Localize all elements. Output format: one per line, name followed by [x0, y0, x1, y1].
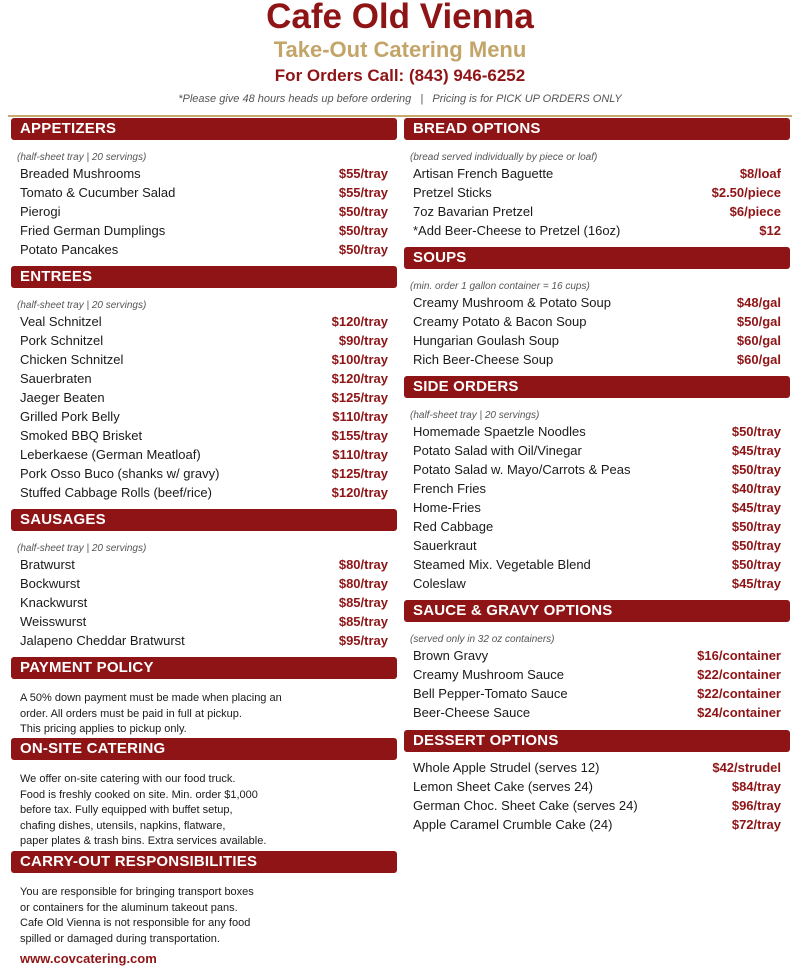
menu-item-price: $50/tray — [731, 538, 781, 553]
menu-item-price: $110/tray — [332, 447, 388, 462]
menu-item-name: Rich Beer-Cheese Soup — [413, 352, 554, 367]
menu-item-name: Potato Salad with Oil/Vinegar — [413, 443, 582, 458]
section-banner-bread-options: BREAD OPTIONS — [404, 118, 790, 140]
menu-item — [11, 407, 397, 426]
onsite-catering-section — [11, 738, 397, 850]
menu-item — [11, 388, 397, 407]
menu-items-list — [404, 646, 790, 722]
menu-item-price: $2.50/piece — [711, 185, 781, 200]
menu-item-name: Potato Pancakes — [20, 242, 119, 257]
menu-item — [404, 460, 790, 479]
menu-item — [404, 703, 790, 722]
menu-item-price: $110/tray — [332, 409, 388, 424]
section-banner-sausages: SAUSAGES — [11, 509, 397, 531]
carryout-line: You are responsible for bringing transport boxes — [20, 886, 254, 898]
onsite-line: before tax. Fully equipped with buffet setup, — [20, 804, 233, 816]
order-phone: For Orders Call: (843) 946-6252 — [274, 66, 526, 85]
menu-header — [0, 0, 800, 116]
menu-items-list — [11, 164, 397, 259]
payment-line: A 50% down payment must be made when placing an — [20, 692, 282, 704]
menu-items-list — [404, 758, 790, 834]
menu-item — [404, 498, 790, 517]
menu-item-name: Lemon Sheet Cake (serves 24) — [413, 779, 593, 794]
carryout-section — [11, 851, 397, 947]
menu-item-price: $50/tray — [731, 424, 781, 439]
menu-item-name: Apple Caramel Crumble Cake (24) — [413, 817, 613, 832]
carryout-line: spilled or damaged during transportation. — [20, 932, 220, 945]
menu-item-name: Veal Schnitzel — [20, 314, 102, 329]
menu-item-name: Pork Osso Buco (shanks w/ gravy) — [20, 466, 220, 481]
menu-item-name: 7oz Bavarian Pretzel — [413, 204, 533, 219]
menu-item — [404, 293, 790, 312]
section-banner-appetizers: APPETIZERS — [11, 118, 397, 140]
menu-item-name: Knackwurst — [20, 595, 88, 610]
menu-item — [404, 574, 790, 593]
menu-item-name: Beer-Cheese Sauce — [413, 705, 531, 720]
menu-item — [404, 312, 790, 331]
onsite-catering-text — [11, 772, 397, 850]
menu-item-price: $16/container — [697, 648, 781, 663]
carryout-line: Cafe Old Vienna is not responsible for any food — [20, 917, 251, 929]
menu-item-price: $22/container — [697, 667, 781, 682]
menu-item-name: Potato Salad w. Mayo/Carrots & Peas — [413, 462, 631, 477]
menu-item — [11, 164, 397, 183]
menu-items-list — [404, 422, 790, 593]
menu-item-name: Bockwurst — [20, 576, 80, 591]
section-note: (served only in 32 oz containers) — [410, 634, 555, 645]
carryout-line: or containers for the aluminum takeout pans. — [20, 901, 238, 914]
menu-item — [404, 221, 790, 240]
menu-item-price: $80/tray — [338, 576, 388, 591]
menu-item-price: $84/tray — [731, 779, 781, 794]
menu-item-price: $50/tray — [731, 462, 781, 477]
bread-options-section — [404, 118, 790, 240]
menu-item — [11, 555, 397, 574]
menu-item-name: Homemade Spaetzle Noodles — [413, 424, 586, 439]
menu-item — [404, 536, 790, 555]
menu-item-name: Sauerbraten — [20, 371, 92, 386]
menu-item — [404, 555, 790, 574]
menu-item-price: $155/tray — [331, 428, 388, 443]
menu-items-list — [404, 164, 790, 240]
menu-item-name: Brown Gravy — [413, 648, 489, 663]
payment-policy-section — [11, 657, 397, 738]
menu-item-price: $22/container — [697, 686, 781, 701]
menu-item — [404, 441, 790, 460]
menu-item — [11, 202, 397, 221]
menu-item-price: $50/tray — [731, 557, 781, 572]
menu-item-price: $85/tray — [338, 614, 388, 629]
ordering-notice: *Please give 48 hours heads up before ordering | Pricing is for PICK UP ORDERS ONLY — [178, 93, 622, 105]
menu-item — [11, 612, 397, 631]
menu-item-name: German Choc. Sheet Cake (serves 24) — [413, 798, 638, 813]
menu-item-price: $85/tray — [338, 595, 388, 610]
menu-item — [11, 426, 397, 445]
dessert-options-section — [404, 730, 790, 834]
menu-item-price: $125/tray — [331, 390, 388, 405]
section-note: (half-sheet tray | 20 servings) — [17, 152, 147, 163]
menu-item-price: $48/gal — [736, 295, 781, 310]
sauce-gravy-section — [404, 600, 790, 722]
header-divider — [8, 115, 792, 117]
menu-item-price: $45/tray — [731, 576, 781, 591]
menu-item-price: $45/tray — [731, 443, 781, 458]
menu-item-price: $40/tray — [731, 481, 781, 496]
menu-item-price: $50/tray — [338, 223, 388, 238]
menu-item-price: $50/tray — [338, 242, 388, 257]
menu-item — [11, 445, 397, 464]
menu-item-price: $12 — [759, 223, 781, 238]
menu-item-name: Fried German Dumplings — [20, 223, 166, 238]
menu-item-name: Jalapeno Cheddar Bratwurst — [20, 633, 185, 648]
menu-item-name: Pierogi — [20, 204, 61, 219]
menu-item-price: $42/strudel — [712, 760, 781, 775]
menu-item — [11, 369, 397, 388]
menu-item — [404, 646, 790, 665]
menu-item-name: Grilled Pork Belly — [20, 409, 120, 424]
menu-item-name: Leberkaese (German Meatloaf) — [20, 447, 201, 462]
menu-items-list — [11, 555, 397, 650]
carryout-text — [11, 885, 397, 947]
section-banner-onsite-catering: ON-SITE CATERING — [11, 738, 397, 760]
menu-item-price: $50/tray — [731, 519, 781, 534]
section-note: (bread served individually by piece or loaf) — [410, 152, 598, 163]
menu-item-price: $55/tray — [338, 185, 388, 200]
menu-item-name: Creamy Potato & Bacon Soup — [413, 314, 587, 329]
menu-item-name: Pretzel Sticks — [413, 185, 492, 200]
menu-item-name: Jaeger Beaten — [20, 390, 105, 405]
menu-item-price: $8/loaf — [739, 166, 781, 181]
entrees-section — [11, 266, 397, 502]
section-banner-sauce-gravy: SAUCE & GRAVY OPTIONS — [404, 600, 790, 622]
section-note: (half-sheet tray | 20 servings) — [17, 300, 147, 311]
menu-item-price: $120/tray — [331, 485, 388, 500]
menu-item-price: $6/piece — [729, 204, 781, 219]
onsite-line: chafing dishes, utensils, napkins, flatware, — [20, 819, 226, 832]
menu-item-name: French Fries — [413, 481, 486, 496]
menu-item — [404, 202, 790, 221]
section-banner-dessert-options: DESSERT OPTIONS — [404, 730, 790, 752]
menu-item-name: Bell Pepper-Tomato Sauce — [413, 686, 568, 701]
menu-item-name: Pork Schnitzel — [20, 333, 104, 348]
menu-items-list — [11, 312, 397, 502]
menu-item-price: $50/tray — [338, 204, 388, 219]
menu-item-price: $95/tray — [338, 633, 388, 648]
menu-item-price: $24/container — [697, 705, 781, 720]
menu-item — [404, 777, 790, 796]
menu-item-name: Creamy Mushroom Sauce — [413, 667, 564, 682]
menu-item-price: $45/tray — [731, 500, 781, 515]
section-banner-side-orders: SIDE ORDERS — [404, 376, 790, 398]
menu-item-price: $55/tray — [338, 166, 388, 181]
appetizers-section — [11, 118, 397, 259]
soups-section — [404, 247, 790, 369]
menu-item-name: Bratwurst — [20, 557, 75, 572]
onsite-line: Food is freshly cooked on site. Min. order $1,000 — [20, 788, 258, 801]
menu-item-name: Smoked BBQ Brisket — [20, 428, 143, 443]
menu-item-name: *Add Beer-Cheese to Pretzel (16oz) — [413, 223, 621, 238]
menu-item-name: Red Cabbage — [413, 519, 494, 534]
side-orders-section — [404, 376, 790, 593]
menu-item-price: $60/gal — [736, 352, 781, 367]
menu-item-name: Hungarian Goulash Soup — [413, 333, 559, 348]
menu-item — [11, 221, 397, 240]
menu-item-name: Breaded Mushrooms — [20, 166, 141, 181]
menu-item-price: $50/gal — [736, 314, 781, 329]
sausages-section — [11, 509, 397, 650]
onsite-line: paper plates & trash bins. Extra services available. — [20, 835, 267, 847]
menu-item — [404, 758, 790, 777]
menu-item-name: Stuffed Cabbage Rolls (beef/rice) — [20, 485, 212, 500]
menu-item — [11, 574, 397, 593]
menu-item — [404, 164, 790, 183]
menu-item-name: Artisan French Baguette — [413, 166, 554, 181]
menu-item-price: $80/tray — [338, 557, 388, 572]
menu-item — [404, 665, 790, 684]
menu-item — [11, 593, 397, 612]
menu-item-name: Chicken Schnitzel — [20, 352, 124, 367]
menu-item — [404, 331, 790, 350]
menu-item — [404, 796, 790, 815]
website-link[interactable]: www.covcatering.com — [20, 951, 157, 966]
section-note: (half-sheet tray | 20 servings) — [410, 410, 540, 421]
menu-item-name: Whole Apple Strudel (serves 12) — [413, 760, 600, 775]
menu-item — [11, 483, 397, 502]
menu-item-price: $120/tray — [331, 371, 388, 386]
menu-item — [404, 517, 790, 536]
menu-item-price: $120/tray — [331, 314, 388, 329]
menu-item — [404, 350, 790, 369]
payment-line: This pricing applies to pickup only. — [20, 723, 187, 735]
menu-items-list — [404, 293, 790, 369]
section-banner-carryout: CARRY-OUT RESPONSIBILITIES — [11, 851, 397, 873]
menu-item-price: $100/tray — [331, 352, 388, 367]
menu-subtitle: Take-Out Catering Menu — [273, 37, 527, 62]
menu-item-name: Home-Fries — [413, 500, 481, 515]
section-banner-soups: SOUPS — [404, 247, 790, 269]
menu-item — [404, 422, 790, 441]
menu-item — [404, 479, 790, 498]
menu-item-name: Weisswurst — [20, 614, 87, 629]
menu-item — [11, 331, 397, 350]
menu-item — [11, 183, 397, 202]
menu-item-name: Creamy Mushroom & Potato Soup — [413, 295, 611, 310]
menu-item — [404, 183, 790, 202]
menu-item-name: Tomato & Cucumber Salad — [20, 185, 176, 200]
section-banner-payment-policy: PAYMENT POLICY — [11, 657, 397, 679]
menu-item-name: Coleslaw — [413, 576, 466, 591]
menu-item — [404, 684, 790, 703]
onsite-line: We offer on-site catering with our food truck. — [20, 773, 236, 785]
menu-item — [11, 631, 397, 650]
menu-item — [404, 815, 790, 834]
menu-item — [11, 312, 397, 331]
menu-item-price: $125/tray — [331, 466, 388, 481]
menu-item-name: Sauerkraut — [413, 538, 477, 553]
payment-line: order. All orders must be paid in full at pickup. — [20, 707, 242, 720]
menu-item-name: Steamed Mix. Vegetable Blend — [413, 557, 591, 572]
menu-item-price: $96/tray — [731, 798, 781, 813]
menu-item — [11, 350, 397, 369]
menu-item — [11, 464, 397, 483]
menu-item — [11, 240, 397, 259]
menu-item-price: $72/tray — [731, 817, 781, 832]
section-banner-entrees: ENTREES — [11, 266, 397, 288]
payment-policy-text — [11, 691, 397, 738]
cafe-title: Cafe Old Vienna — [266, 0, 534, 36]
menu-item-price: $60/gal — [736, 333, 781, 348]
section-note: (half-sheet tray | 20 servings) — [17, 543, 147, 554]
menu-item-price: $90/tray — [338, 333, 388, 348]
section-note: (min. order 1 gallon container = 16 cups) — [410, 281, 590, 292]
